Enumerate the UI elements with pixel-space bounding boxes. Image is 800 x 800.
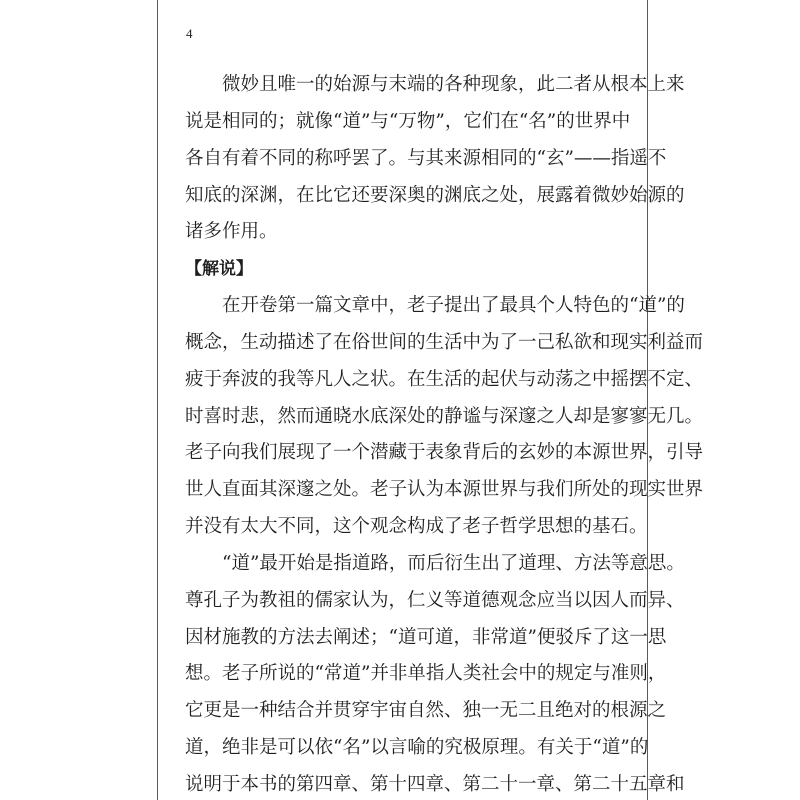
page-number: 4	[186, 26, 193, 41]
commentary-line: 时喜时悲，然而通晓水底深处的静谧与深邃之人却是寥寥无几。	[185, 406, 704, 427]
commentary-line: 想。老子所说的“常道”并非单指人类社会中的规定与准则，	[185, 663, 667, 684]
commentary-line: 概念，生动描述了在俗世间的生活中为了一己私欲和现实利益而	[185, 332, 704, 353]
commentary-line: “道”最开始是指道路，而后衍生出了道理、方法等意思。	[185, 553, 685, 574]
translation-line: 微妙且唯一的始源与末端的各种现象，此二者从根本上来	[185, 74, 685, 95]
commentary-line: 世人直面其深邃之处。老子认为本源世界与我们所处的现实世界	[185, 479, 704, 500]
translation-line: 知底的深渊，在比它还要深奥的渊底之处，展露着微妙始源的	[185, 185, 685, 206]
commentary-line: 道，绝非是可以依“名”以言喻的究极原理。有关于“道”的	[185, 737, 649, 758]
commentary-line: 尊孔子为教祖的儒家认为，仁义等道德观念应当以因人而异、	[185, 590, 685, 611]
commentary-line: 疲于奔波的我等凡人之状。在生活的起伏与动荡之中摇摆不定、	[185, 369, 704, 390]
commentary-line: 它更是一种结合并贯穿宇宙自然、独一无二且绝对的根源之	[185, 700, 667, 721]
commentary-line: 老子向我们展现了一个潜藏于表象背后的玄妙的本源世界，引导	[185, 442, 704, 463]
commentary-line: 在开卷第一篇文章中，老子提出了最具个人特色的“道”的	[185, 295, 685, 316]
commentary-line: 说明于本书的第四章、第十四章、第二十一章、第二十五章和	[185, 774, 685, 795]
translation-line: 说是相同的；就像“道”与“万物”，它们在“名”的世界中	[185, 111, 631, 132]
commentary-line: 并没有太大不同，这个观念构成了老子哲学思想的基石。	[185, 516, 648, 537]
translation-line: 各自有着不同的称呼罢了。与其来源相同的“玄”——指遥不	[185, 148, 667, 169]
page-left-edge	[157, 0, 158, 800]
translation-line: 诸多作用。	[185, 221, 278, 242]
commentary-line: 因材施教的方法去阐述；“道可道，非常道”便驳斥了这一思	[185, 627, 667, 648]
section-heading: 【解说】	[185, 259, 253, 279]
